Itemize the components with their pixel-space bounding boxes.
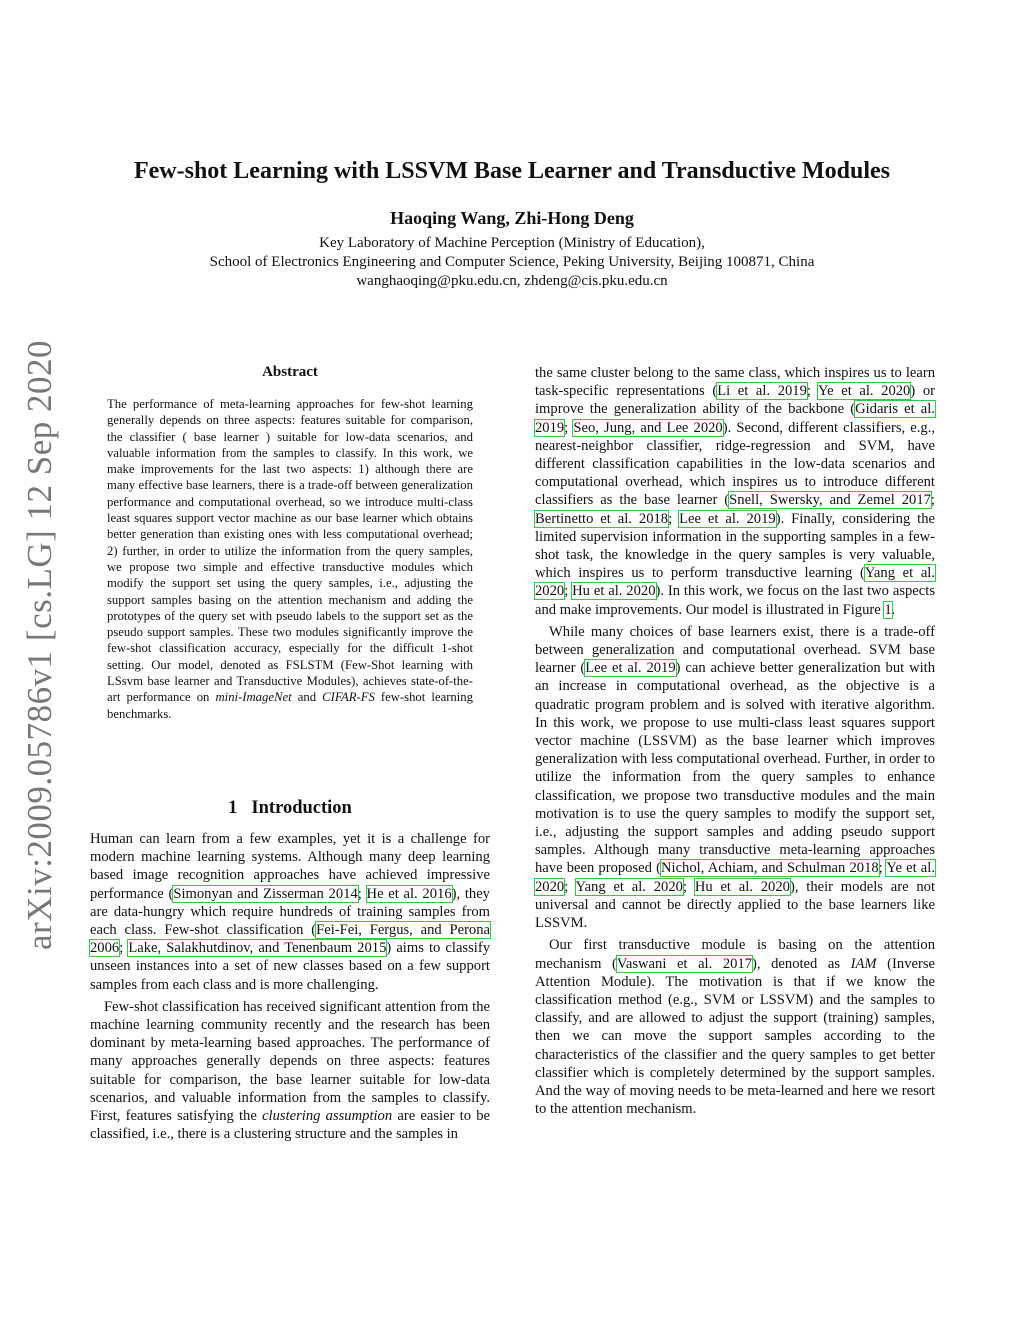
- text-run: ;: [564, 583, 573, 600]
- text-run: ), they are data-hungry which require hundreds of training samples from each class. Few-shot classification (: [90, 885, 490, 939]
- text-run: ;: [668, 510, 680, 527]
- citation-link[interactable]: Hu et al. 2020: [572, 583, 656, 600]
- text-run: ;: [119, 940, 129, 957]
- paragraph: [535, 623, 935, 932]
- paper-title: Few-shot Learning with LSSVM Base Learner and Transductive Modules: [133, 158, 891, 184]
- citation-link[interactable]: Yang et al. 2020: [535, 565, 935, 600]
- abstract-text: The performance of meta-learning approaches for few-shot learning generally depends on three aspects: features suitable for comparison, the classifier ( base learner ) suitable for low-data scenarios, and valuable information from the samples to classify. In this work, we make improvements for the last two aspects: 1) although there are many effective base learners, there is a trade-off between generalization performance and computational overhead, so we introduce multi-class least squares support vector machine as our base learner which obtains better generation than existing ones with less computational overhead; 2) further, in order to utilize the information from the query samples, we propose two simple and effective transductive modules which modify the support set using the query samples, i.e., adjusting the support samples basing on the attention mechanism and adding the prototypes of the query set with pseudo labels to the support set as the pseudo support samples. These two modules significantly improve the few-shot classification accuracy, especially for the difficult 1-shot setting. Our model, denoted as FSLSTM (Few-Shot learning with LSsvm base learner and Transductive Modules), achieves state-of-the-art performance on: [107, 397, 473, 705]
- text-run: ) aims to classify unseen instances into a set of new classes based on a few support samples from each class and is more challenging.: [90, 940, 490, 993]
- text-run: ;: [564, 419, 574, 436]
- abstract-body: [107, 396, 473, 722]
- paragraph: [535, 936, 935, 1118]
- right-column-text: [535, 364, 935, 1118]
- abstract-text: and: [291, 690, 323, 705]
- emphasis: clustering assumption: [262, 1108, 393, 1125]
- text-run: ) can achieve better generalization but with an increase in computational overhead, as the objective is a quadratic program problem and is solved with iterative algorithm. In this work, we propose to use multi-class least squares support vector machine (LSSVM) as the base learner which improves generalization with less computational overhead. Further, in order to utilize the information from the query samples to enhance classification, we propose two transductive modules and the main motivation is to use the query samples to modify the support set, i.e., adjusting the support samples and adding pseudo support samples. Although many transductive meta-learning approaches have been proposed (: [535, 660, 936, 877]
- paragraph: [90, 830, 490, 994]
- text-run: the same cluster belong to the same class, which inspires us to learn task-specific representations (: [535, 365, 935, 400]
- citation-link[interactable]: Snell, Swersky, and Zemel 2017: [729, 492, 931, 509]
- text-run: Few-shot classification has received significant attention from the machine learning community recently and the research has been dominant by meta-learning based approaches. The performance of many approaches generally depends on three aspects: features suitable for comparison, the base learner suitable for low-data scenarios, and valuable information from the samples to classify. First, features satisfying the: [90, 998, 490, 1125]
- introduction-text: [90, 830, 490, 1143]
- text-run: .: [891, 601, 896, 618]
- text-run: ). Finally, considering the limited supervision information in the supporting samples in a few-shot task, the knowledge in the query samples is very valuable, which inspires us to perform transductive learning (: [535, 510, 936, 582]
- citation-link[interactable]: Bertinetto et al. 2018: [535, 510, 669, 527]
- text-run: ;: [357, 885, 367, 902]
- text-run: ;: [564, 878, 576, 895]
- section-number: 1: [228, 798, 238, 818]
- arxiv-identifier-stamp: arXiv:2009.05786v1 [cs.LG] 12 Sep 2020: [20, 339, 59, 950]
- citation-link[interactable]: Lee et al. 2019: [585, 660, 676, 677]
- paragraph: [90, 998, 490, 1144]
- paragraph: [535, 364, 935, 619]
- text-run: ). Second, different classifiers, e.g., nearest-neighbor classifier, ridge-regression and SVM, have different classification capabilities in the low-data scenarios and computational overhead, which inspires us to introduce different classifiers as the base learner (: [535, 419, 935, 509]
- paper-authors: Haoqing Wang, Zhi-Hong Deng: [390, 208, 634, 228]
- citation-link[interactable]: Fei-Fei, Fergus, and Perona 2006: [90, 922, 491, 957]
- affiliation-line-2: School of Electronics Engineering and Computer Science, Peking University, Beijing 100871, China: [209, 254, 815, 270]
- figure-reference-link[interactable]: 1: [884, 601, 892, 618]
- text-run: ;: [878, 860, 887, 877]
- text-run: ) or improve the generalization ability of the backbone (: [535, 383, 935, 418]
- text-run: While many choices of base learners exist, there is a trade-off between generalization and computational overhead. SVM base learner (: [535, 623, 935, 677]
- citation-link[interactable]: Simonyan and Zisserman 2014: [173, 885, 358, 902]
- section-heading-introduction: [90, 798, 490, 819]
- text-run: ;: [930, 492, 935, 509]
- text-run: Human can learn from a few examples, yet it is a challenge for modern machine learning systems. Although many deep learning based image recognition approaches have achieved impressive performance (: [90, 831, 490, 902]
- citation-link[interactable]: Ye et al. 2020: [535, 860, 935, 895]
- text-run: Our first transductive module is basing on the attention mechanism (: [535, 937, 935, 972]
- text-run: (Inverse Attention Module). The motivation is that if we know the classification method (e.g., SVM or LSSVM) and the samples to classify, and are allowed to adjust the support (training) samples, then we can move the support samples according to the characteristics of the classifier and the query samples to get better classifier which is completely determined by the support samples. And the way of moving needs to be meta-learned and here we resort to the attention mechanism.: [535, 955, 935, 1118]
- citation-link[interactable]: Seo, Jung, and Lee 2020: [573, 419, 723, 436]
- citation-link[interactable]: Vaswani et al. 2017: [616, 955, 753, 972]
- citation-link[interactable]: Hu et al. 2020: [694, 878, 790, 895]
- text-run: ). In this work, we focus on the last two aspects and make improvements. Our model is illustrated in Figure: [535, 583, 936, 618]
- abstract-dataset-miniimagenet: mini-ImageNet: [215, 690, 292, 705]
- author-emails: wanghaoqing@pku.edu.cn, zhdeng@cis.pku.edu.cn: [356, 273, 668, 289]
- text-run: ), denoted as: [752, 955, 851, 972]
- emphasis: IAM: [850, 955, 877, 972]
- citation-link[interactable]: Li et al. 2019: [717, 383, 807, 400]
- text-run: ;: [806, 383, 819, 400]
- affiliation-line-1: Key Laboratory of Machine Perception (Ministry of Education),: [319, 235, 705, 251]
- text-run: are easier to be classified, i.e., there is a clustering structure and the samples in: [90, 1108, 491, 1143]
- citation-link[interactable]: Lake, Salakhutdinov, and Tenenbaum 2015: [128, 940, 387, 957]
- citation-link[interactable]: He et al. 2016: [366, 885, 452, 902]
- abstract-text: few-shot learning benchmarks.: [107, 690, 473, 721]
- citation-link[interactable]: Yang et al. 2020: [575, 878, 683, 895]
- text-run: ), their models are not universal and cannot be directly applied to the base learners like LSSVM.: [535, 878, 936, 932]
- text-run: ;: [682, 878, 695, 895]
- citation-link[interactable]: Gidaris et al. 2019: [535, 401, 935, 436]
- section-title: Introduction: [251, 798, 352, 818]
- citation-link[interactable]: Nichol, Achiam, and Schulman 2018: [660, 860, 879, 877]
- abstract-dataset-cifarfs: CIFAR-FS: [322, 690, 375, 705]
- abstract-heading: Abstract: [262, 364, 318, 380]
- citation-link[interactable]: Ye et al. 2020: [818, 383, 911, 400]
- citation-link[interactable]: Lee et al. 2019: [679, 510, 776, 527]
